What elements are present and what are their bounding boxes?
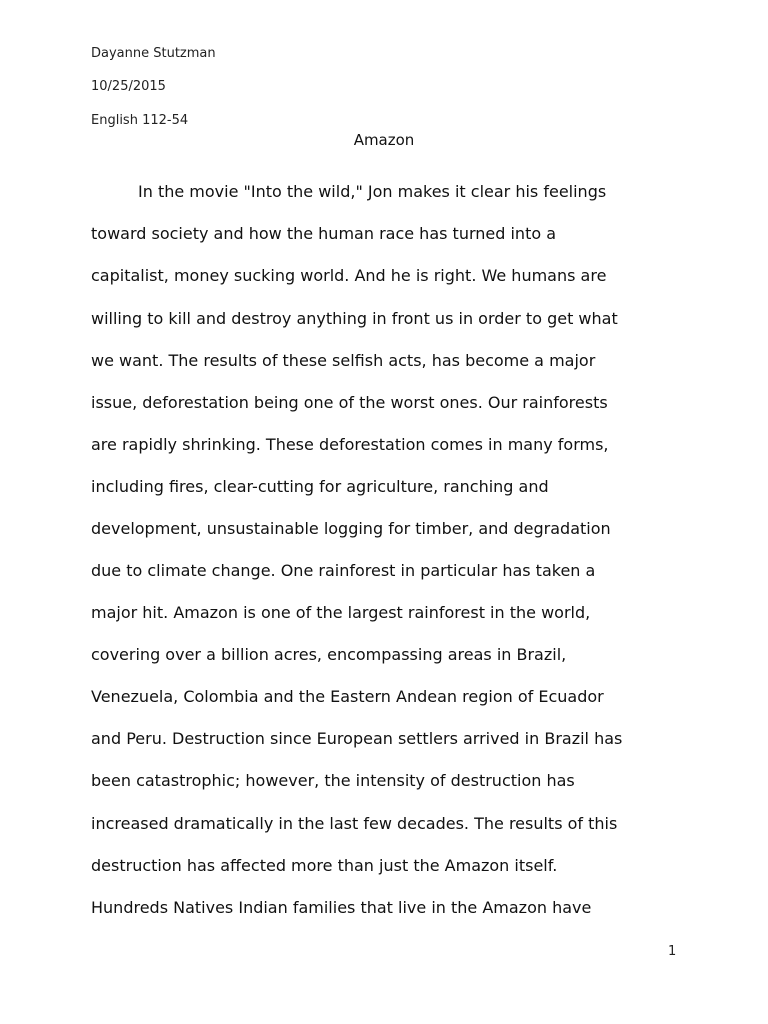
body-line: toward society and how the human race has turned into a bbox=[91, 224, 557, 243]
body-line: are rapidly shrinking. These deforestation comes in many forms, bbox=[91, 435, 609, 454]
body-line: due to climate change. One rainforest in particular has taken a bbox=[91, 561, 596, 580]
body-line: issue, deforestation being one of the worst ones. Our rainforests bbox=[91, 393, 608, 412]
essay-date: 10/25/2015 bbox=[91, 79, 166, 94]
body-line: Hundreds Natives Indian families that live in the Amazon have bbox=[91, 898, 592, 917]
body-line: development, unsustainable logging for timber, and degradation bbox=[91, 519, 611, 538]
body-line: Venezuela, Colombia and the Eastern Andean region of Ecuador bbox=[91, 687, 604, 706]
body-line: willing to kill and destroy anything in front us in order to get what bbox=[91, 309, 618, 328]
body-line: covering over a billion acres, encompassing areas in Brazil, bbox=[91, 645, 567, 664]
body-line: including fires, clear-cutting for agriculture, ranching and bbox=[91, 477, 549, 496]
body-line: major hit. Amazon is one of the largest rainforest in the world, bbox=[91, 603, 591, 622]
page-number: 1 bbox=[668, 944, 677, 959]
body-line: capitalist, money sucking world. And he is right. We humans are bbox=[91, 266, 607, 285]
essay-title: Amazon bbox=[353, 131, 415, 149]
body-line: and Peru. Destruction since European settlers arrived in Brazil has bbox=[91, 729, 623, 748]
body-line: been catastrophic; however, the intensity of destruction has bbox=[91, 771, 575, 790]
body-line: In the movie "Into the wild," Jon makes it clear his feelings bbox=[138, 182, 607, 201]
course-name: English 112-54 bbox=[91, 113, 189, 128]
body-line: we want. The results of these selfish acts, has become a major bbox=[91, 351, 596, 370]
body-line: destruction has affected more than just the Amazon itself. bbox=[91, 856, 558, 875]
body-line: increased dramatically in the last few decades. The results of this bbox=[91, 814, 618, 833]
author-name: Dayanne Stutzman bbox=[91, 46, 216, 61]
